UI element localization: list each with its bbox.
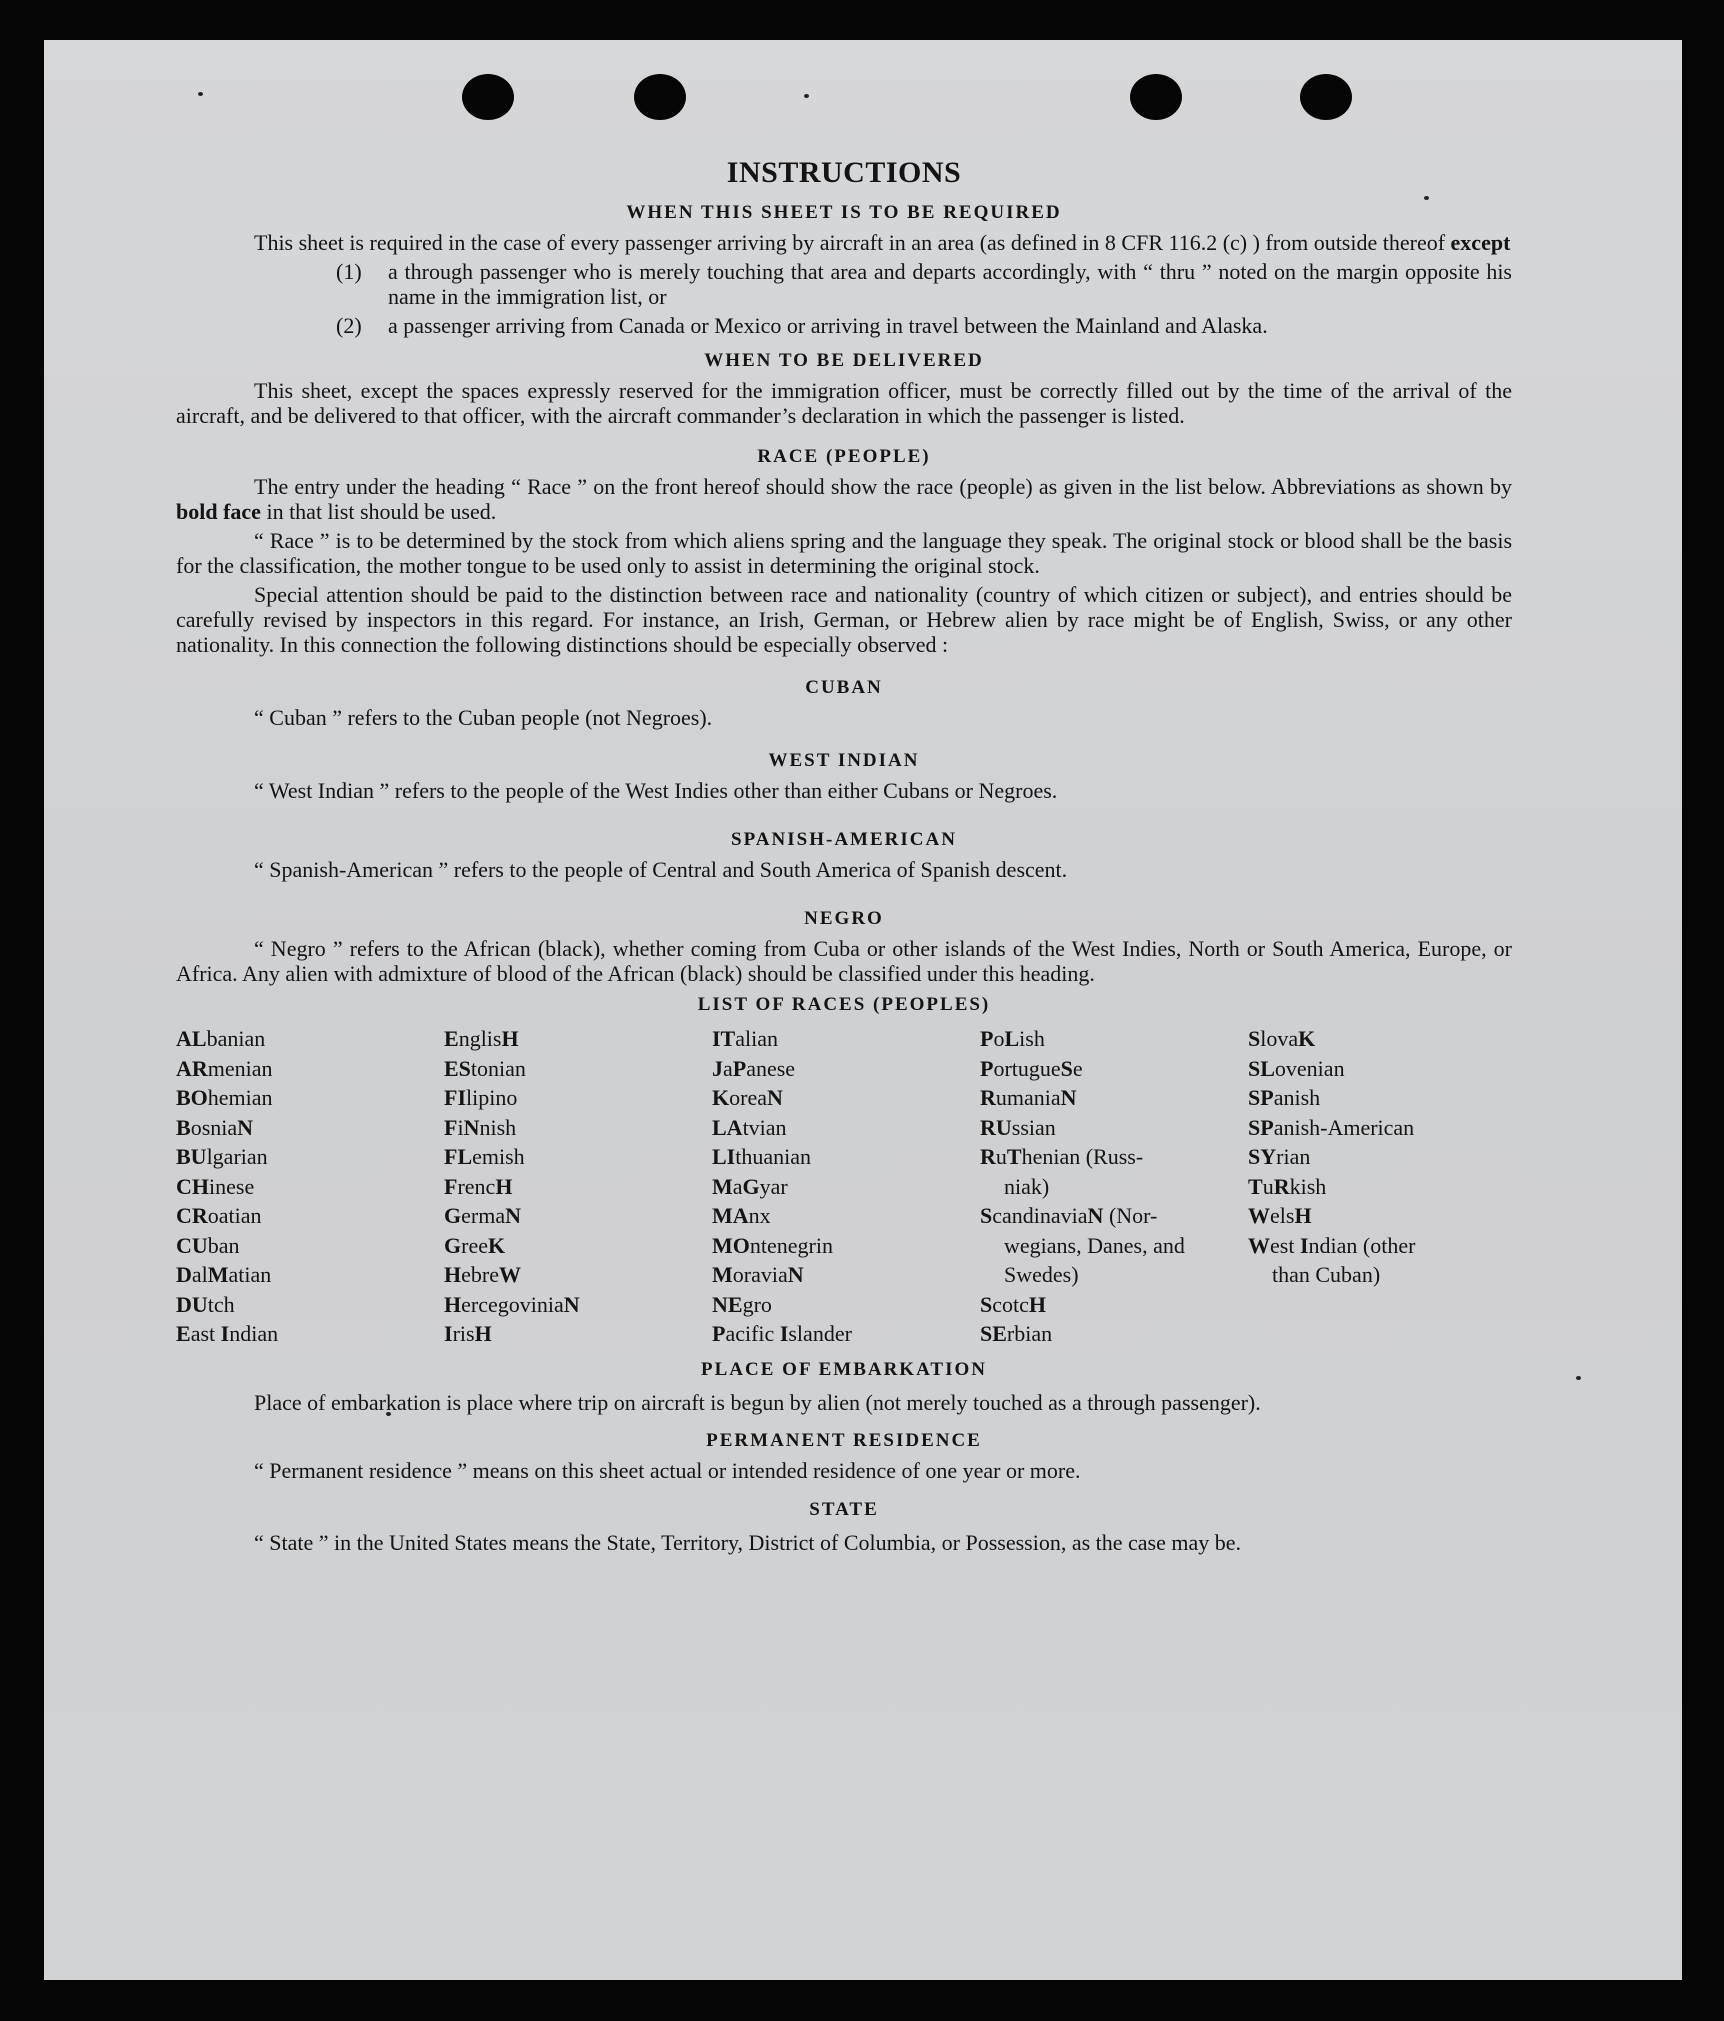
races-column bbox=[712, 1024, 980, 1349]
heading-when-required: WHEN THIS SHEET IS TO BE REQUIRED bbox=[626, 202, 1062, 223]
race-entry: NEgro bbox=[712, 1291, 772, 1317]
race-entry: ScotcH bbox=[980, 1291, 1047, 1317]
race-entry-continuation: wegians, Danes, and Swedes) bbox=[1004, 1232, 1185, 1287]
permanent-residence-text: “ Permanent residence ” means on this sheet actual or intended residence of one year or more. bbox=[254, 1457, 1081, 1483]
state-text: “ State ” in the United States means the State, Territory, District of Columbia, or Possession, as the case may be. bbox=[254, 1529, 1242, 1555]
race-entry: CHinese bbox=[176, 1173, 255, 1199]
heading-cuban: CUBAN bbox=[805, 677, 883, 698]
race-entry: FLemish bbox=[444, 1144, 525, 1169]
heading-embarkation: PLACE OF EMBARKATION bbox=[701, 1358, 987, 1380]
race-paragraph-3: Special attention should be paid to the distinction between race and nationality (country of which citizen or subject), and entries should be carefully revised by inspectors in this regard. For instance, an Irish, German, or Hebrew alien by race might be of English, Swiss, or any other nationality. In this connection the following distinctions should be especially observed : bbox=[176, 582, 1512, 657]
race-entry: HercegoviniaN bbox=[444, 1291, 580, 1317]
race-entry: RuThenian (Russ- bbox=[980, 1144, 1144, 1169]
race-entry: ScandinaviaN (Nor- bbox=[980, 1203, 1158, 1228]
race-entry: Pacific Islander bbox=[712, 1321, 852, 1346]
race-entry: PortugueSe bbox=[980, 1055, 1083, 1081]
spanish-american-text: “ Spanish-American ” refers to the people of Central and South America of Spanish descent. bbox=[254, 857, 1068, 882]
races-column bbox=[980, 1024, 1248, 1349]
race-entry: MaGyar bbox=[712, 1173, 788, 1199]
race-entry: BOhemian bbox=[176, 1085, 273, 1110]
race-entry: CUban bbox=[176, 1232, 240, 1258]
race-paragraph-1: The entry under the heading “ Race ” on the front hereof should show the race (people) as given in the list below. Abbreviations as shown by bold face in that list should be used. bbox=[176, 474, 1512, 524]
heading-spanish-american: SPANISH-AMERICAN bbox=[731, 829, 957, 850]
race-entry: IrisH bbox=[444, 1321, 492, 1346]
race-entry: East Indian bbox=[176, 1321, 279, 1346]
race-entry: JaPanese bbox=[712, 1055, 796, 1081]
race-entry: LAtvian bbox=[712, 1114, 787, 1140]
heading-permanent-residence: PERMANENT RESIDENCE bbox=[706, 1429, 982, 1451]
when-required-intro: This sheet is required in the case of every passenger arriving by aircraft in an area (as defined in 8 CFR 116.2 (c) ) from outside thereof except bbox=[254, 230, 1511, 255]
race-entry: SPanish-American bbox=[1248, 1114, 1415, 1140]
race-entry: RUssian bbox=[980, 1114, 1056, 1140]
race-entry: BUlgarian bbox=[176, 1144, 268, 1169]
race-entry: PoLish bbox=[980, 1026, 1045, 1051]
races-list bbox=[176, 1024, 1512, 1349]
races-column bbox=[176, 1024, 444, 1349]
race-entry: KoreaN bbox=[712, 1085, 783, 1110]
race-entry: BosniaN bbox=[176, 1114, 254, 1140]
race-entry: RumaniaN bbox=[980, 1085, 1077, 1110]
race-entry: MAnx bbox=[712, 1203, 771, 1228]
exception-item: (1) a through passenger who is merely touching that area and departs accordingly, with “ thru ” noted on the margin opposite his name in the immigration list, or bbox=[336, 259, 1512, 309]
race-entry: LIthuanian bbox=[712, 1144, 812, 1169]
race-entry: GreeK bbox=[444, 1232, 506, 1258]
heading-list-of-races: LIST OF RACES (PEOPLES) bbox=[697, 994, 991, 1015]
race-entry: DUtch bbox=[176, 1291, 235, 1317]
race-entry: SlovaK bbox=[1248, 1026, 1316, 1051]
race-entry: HebreW bbox=[444, 1262, 521, 1287]
race-entry: WelsH bbox=[1248, 1203, 1312, 1228]
negro-text: “ Negro ” refers to the African (black), whether coming from Cuba or other islands of the West Indies, North or South America, Europe, or Africa. Any alien with admixture of blood of the African (black) should be classified under this heading. bbox=[176, 936, 1512, 986]
race-entry: MoraviaN bbox=[712, 1262, 804, 1287]
speck bbox=[1576, 1376, 1581, 1380]
page-title: INSTRUCTIONS bbox=[726, 156, 962, 189]
cuban-text: “ Cuban ” refers to the Cuban people (not Negroes). bbox=[254, 705, 713, 730]
race-entry: West Indian (other bbox=[1248, 1232, 1416, 1258]
race-entry: GermaN bbox=[444, 1203, 521, 1228]
race-entry: SErbian bbox=[980, 1321, 1053, 1346]
race-entry: EStonian bbox=[444, 1055, 526, 1081]
race-entry: MOntenegrin bbox=[712, 1232, 833, 1258]
race-entry: TuRkish bbox=[1248, 1173, 1327, 1199]
speck bbox=[198, 92, 203, 96]
embarkation-text: Place of embarkation is place where trip on aircraft is begun by alien (not merely touched as a through passenger). bbox=[254, 1389, 1261, 1415]
race-entry: FIlipino bbox=[444, 1085, 518, 1110]
race-entry: EnglisH bbox=[444, 1026, 519, 1051]
heading-negro: NEGRO bbox=[804, 908, 884, 929]
heading-race: RACE (PEOPLE) bbox=[757, 446, 931, 467]
heading-west-indian: WEST INDIAN bbox=[768, 750, 920, 771]
races-column bbox=[444, 1024, 712, 1349]
instructions-content bbox=[176, 110, 1512, 1562]
race-entry: FrencH bbox=[444, 1173, 513, 1199]
race-entry: ITalian bbox=[712, 1026, 779, 1051]
race-entry: CRoatian bbox=[176, 1203, 262, 1228]
exception-item: (2) a passenger arriving from Canada or Mexico or arriving in travel between the Mainland and Alaska. bbox=[336, 313, 1268, 338]
race-entry: SLovenian bbox=[1248, 1055, 1345, 1081]
when-delivered-text: This sheet, except the spaces expressly reserved for the immigration officer, must be correctly filled out by the time of the arrival of the aircraft, and be delivered to that officer, with the aircraft commander’s declaration in which the passenger is listed. bbox=[176, 378, 1512, 428]
speck bbox=[804, 94, 809, 98]
race-entry-continuation: niak) bbox=[1004, 1173, 1050, 1199]
west-indian-text: “ West Indian ” refers to the people of the West Indies other than either Cubans or Negroes. bbox=[254, 778, 1058, 803]
race-entry-continuation: than Cuban) bbox=[1272, 1262, 1381, 1287]
race-entry: ALbanian bbox=[176, 1026, 266, 1051]
race-entry: ARmenian bbox=[176, 1055, 273, 1081]
race-entry: SPanish bbox=[1248, 1085, 1321, 1110]
race-entry: SYrian bbox=[1248, 1144, 1311, 1169]
race-entry: DalMatian bbox=[176, 1262, 272, 1287]
race-paragraph-2: “ Race ” is to be determined by the stock from which aliens spring and the language they speak. The original stock or blood shall be the basis for the classification, the mother tongue to be used only to assist in determining the original stock. bbox=[176, 528, 1512, 578]
race-entry: FiNnish bbox=[444, 1114, 517, 1140]
heading-state: STATE bbox=[809, 1498, 879, 1520]
heading-when-delivered: WHEN TO BE DELIVERED bbox=[704, 350, 984, 371]
races-column bbox=[1248, 1024, 1512, 1349]
